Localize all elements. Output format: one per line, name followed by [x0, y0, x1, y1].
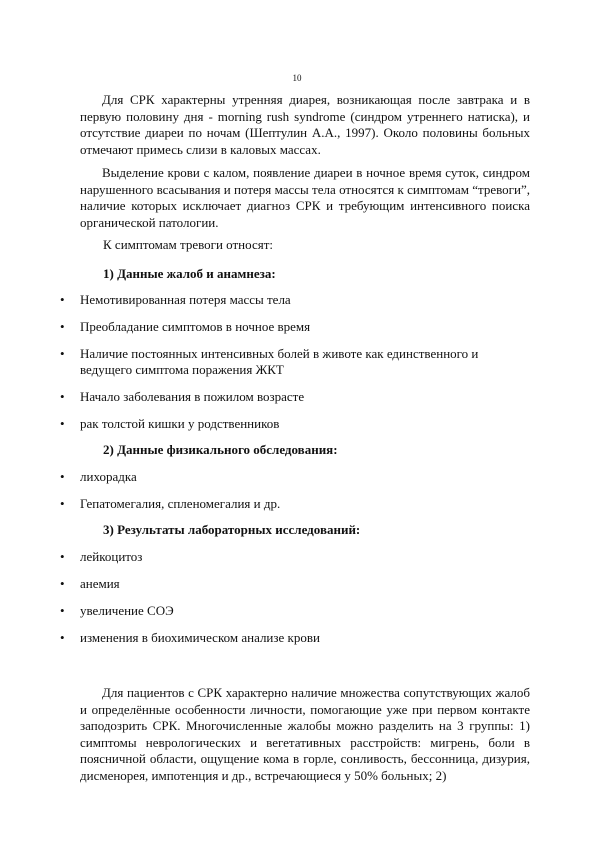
- list-item-text: изменения в биохимическом анализе крови: [80, 630, 320, 645]
- bullet-icon: •: [60, 549, 65, 564]
- list-item-text: лейкоцитоз: [80, 549, 143, 564]
- list-item-text: Наличие постоянных интенсивных болей в животе как единственного и ведущего симптома поражения ЖКТ: [80, 346, 479, 377]
- bullet-icon: •: [60, 496, 65, 511]
- list-item-text: рак толстой кишки у родственников: [80, 416, 280, 431]
- list-item-text: лихорадка: [80, 469, 137, 484]
- bullet-icon: •: [60, 346, 65, 361]
- bullet-icon: •: [60, 292, 65, 307]
- list-item-text: Начало заболевания в пожилом возрасте: [80, 389, 305, 404]
- bullet-icon: •: [60, 576, 65, 591]
- section-heading-complaints: 1) Данные жалоб и анамнеза:: [103, 266, 276, 281]
- bullet-icon: •: [60, 389, 65, 404]
- list-item-text: Гепатомегалия, спленомегалия и др.: [80, 496, 281, 511]
- bullet-icon: •: [60, 319, 65, 334]
- page-number: 10: [292, 73, 302, 83]
- bullet-icon: •: [60, 630, 65, 645]
- bullet-icon: •: [60, 416, 65, 431]
- alarm-symptoms-intro: К симптомам тревоги относят:: [103, 237, 274, 252]
- bullet-icon: •: [60, 603, 65, 618]
- list-item-text: Преобладание симптомов в ночное время: [80, 319, 311, 334]
- paragraph-alarm-symptoms: Выделение крови с калом, появление диареи в ночное время суток, синдром нарушенного всасывания и потеря массы тела относятся к симптомам “тревоги”, наличие которых исключает диагноз СРК и требующим интенсивного поиска органической патологии.: [80, 165, 530, 230]
- paragraph-comorbid-complaints: Для пациентов с СРК характерно наличие множества сопутствующих жалоб и определённые особенности личности, помогающие уже при первом контакте заподозрить СРК. Многочисленные жалобы можно разделить на 3 группы: 1) симптомы неврологических и вегетативных расстройств: мигрень, боли в поясничной области, ощущение кома в горле, сонливость, бессонница, дизурия, дисменорея, импотенция и др., встречающиеся у 50% больных; 2): [80, 685, 530, 783]
- paragraph-morning-diarrhea: Для СРК характерны утренняя диарея, возникающая после завтрака и в первую половину дня - morning rush syndrome (синдром утреннего натиска), и отсутствие диареи по ночам (Шептулин А.А., 1997). Около половины больных отмечают примесь слизи в каловых массах.: [80, 92, 530, 157]
- list-item-text: увеличение СОЭ: [80, 603, 174, 618]
- bullet-icon: •: [60, 469, 65, 484]
- list-item-text: Немотивированная потеря массы тела: [80, 292, 291, 307]
- list-item-text: анемия: [80, 576, 120, 591]
- section-heading-lab-results: 3) Результаты лабораторных исследований:: [103, 522, 361, 537]
- section-heading-physical-exam: 2) Данные физикального обследования:: [103, 442, 338, 457]
